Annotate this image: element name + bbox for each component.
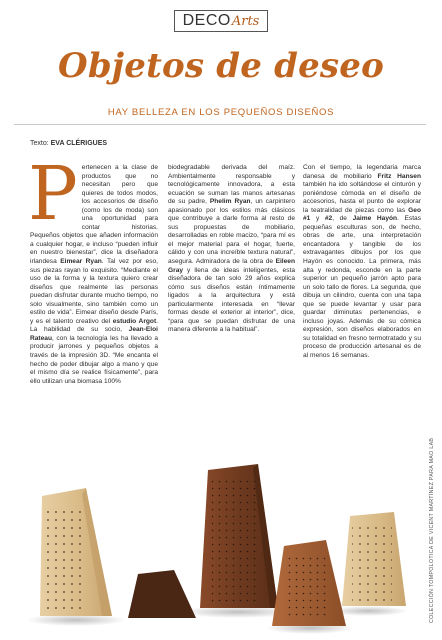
text-run: y llena de ideas inteligentes, esta diseñadora de tan solo 29 años explica cómo sus diseños están íntimamente ligados a la arquitectura y está particularmente interesada en “llevar formas desde el exterior al interior”, dice, “para que se puedan disfrutar de una manera diferente a la habitual”. xyxy=(168,266,295,334)
name-eimear-ryan: Eimear Ryan xyxy=(60,258,102,266)
dark-wood-tower-tall xyxy=(200,464,278,608)
text-run: Con el tiempo, la legendaria marca danesa de mobiliario xyxy=(303,164,421,180)
divider xyxy=(14,124,426,125)
name-phelim-ryan: Phelim Ryan xyxy=(209,198,251,206)
logo-script-text: Arts xyxy=(231,14,260,29)
article-column-2 xyxy=(168,164,295,335)
text-run: y xyxy=(310,215,325,223)
text-run: . La habilidad de su socio, xyxy=(30,317,158,334)
name-jean-eloi-rateau: Jean-Eloi Rateau xyxy=(30,326,158,342)
mid-wood-block-front xyxy=(272,540,346,626)
text-run: , con la tecnología les ha llevado a producir jarrones y pequeños objetos a través de la impresión 3D. “Me encanta el hecho de poder dibujar algo a mano y que el mismo día se realice físicamente”, para ello utilizan una biomasa 100% xyxy=(30,334,158,385)
text-run: . Tal vez por eso, sus piezas rayan lo exquisito. “Mediante el uso de la forma y la textura quiero crear diseños que realmente las personas puedan disfrutar durante mucho tiempo, no solo visualmente, sino también como un estilo de vida”. Eimear diseño desde París, y es el talento creativo del xyxy=(30,258,158,325)
byline-label: Texto: xyxy=(30,140,49,147)
light-wood-tower-right xyxy=(342,512,406,606)
article-paragraph xyxy=(168,164,295,335)
text-run: . Estas pequeñas esculturas son, de hecho, obras de arte, una interpretación encantadora y tangible de los extravagantes dibujos por los que Hayón es conocido. La primera, más alta y redonda, esconde en la parte superior un pequeño jarrón apto para un solo tallo de flores. La segunda, que dibuja un cilindro, cuenta con una tapa que se puede levantar y usar para guardar diminutas pertenencias, e incluso joyas. Además de su cómica expresión, son diseños elaborados en su totalidad en fresno termotratado y su proceso de producción artesanal es de al menos 16 semanas. xyxy=(303,215,421,360)
article-column-3 xyxy=(303,164,421,361)
text-run: biodegradable derivada del maíz. Ambientalmente responsable y tecnológicamente innovadora, a esta ecuación se suman las manos artesanas de su padre, xyxy=(168,164,295,206)
name-jaime-hayon: Jaime Hayón xyxy=(352,215,398,223)
logo-box xyxy=(174,10,269,32)
name-fritz-hansen: Fritz Hansen xyxy=(377,172,421,180)
dark-wood-low-piece xyxy=(128,570,196,618)
name-estudio-argot: estudio Argot xyxy=(112,317,157,325)
text-run: , de xyxy=(332,215,353,223)
light-wood-block-left xyxy=(40,488,112,616)
photo-credit: COLECCIÓN TOMPOLOTICA DE VICENT MARTÍNEZ PARA MAO LAB xyxy=(429,437,435,623)
article-paragraph xyxy=(303,164,421,361)
byline-author: EVA CLÉRIGUES xyxy=(50,140,108,147)
article-subtitle: HAY BELLEZA EN LOS PEQUEÑOS DISEÑOS xyxy=(107,107,335,118)
drop-cap: P xyxy=(28,151,78,237)
name-eileen-gray: Eileen Gray xyxy=(168,258,295,274)
magazine-section-logo xyxy=(0,10,442,32)
text-run: también ha ido soltándose el cinturón y poniéndose cómoda en el diseño de accesorios, hasta el punto de explorar la teatralidad de piezas como las xyxy=(303,181,421,214)
article-paragraph xyxy=(28,151,158,386)
byline xyxy=(30,140,107,147)
text-run: ertenecen a la clase de productos que no necesitan pero que quieres de todos modos, los accesorios de diseño (como los de moda) son una oportunidad para contar historias. Pequeños objetos que añaden información a cualquier hogar, e incluso “pueden influir en nuestro bienestar”, dice la diseñadora irlandesa xyxy=(30,164,158,266)
name-geo-1: Geo #1 xyxy=(303,206,421,223)
article-title: Objetos de deseo xyxy=(58,46,384,86)
product-photo xyxy=(20,436,424,636)
name-geo-2: #2 xyxy=(324,215,333,223)
text-run: , un carpintero apasionado por los estilos más clásicos que contribuye a darle forma al resto de sus propuestas de mobiliario, desarrolladas en roble macizo, “para mí es el mejor material para el hogar, fuerte, cálido y con una increíble textura natural”, asegura. Admiradora de la obra de xyxy=(168,198,295,266)
article-column-1 xyxy=(28,151,158,386)
logo-main-text: DECO xyxy=(182,12,231,29)
